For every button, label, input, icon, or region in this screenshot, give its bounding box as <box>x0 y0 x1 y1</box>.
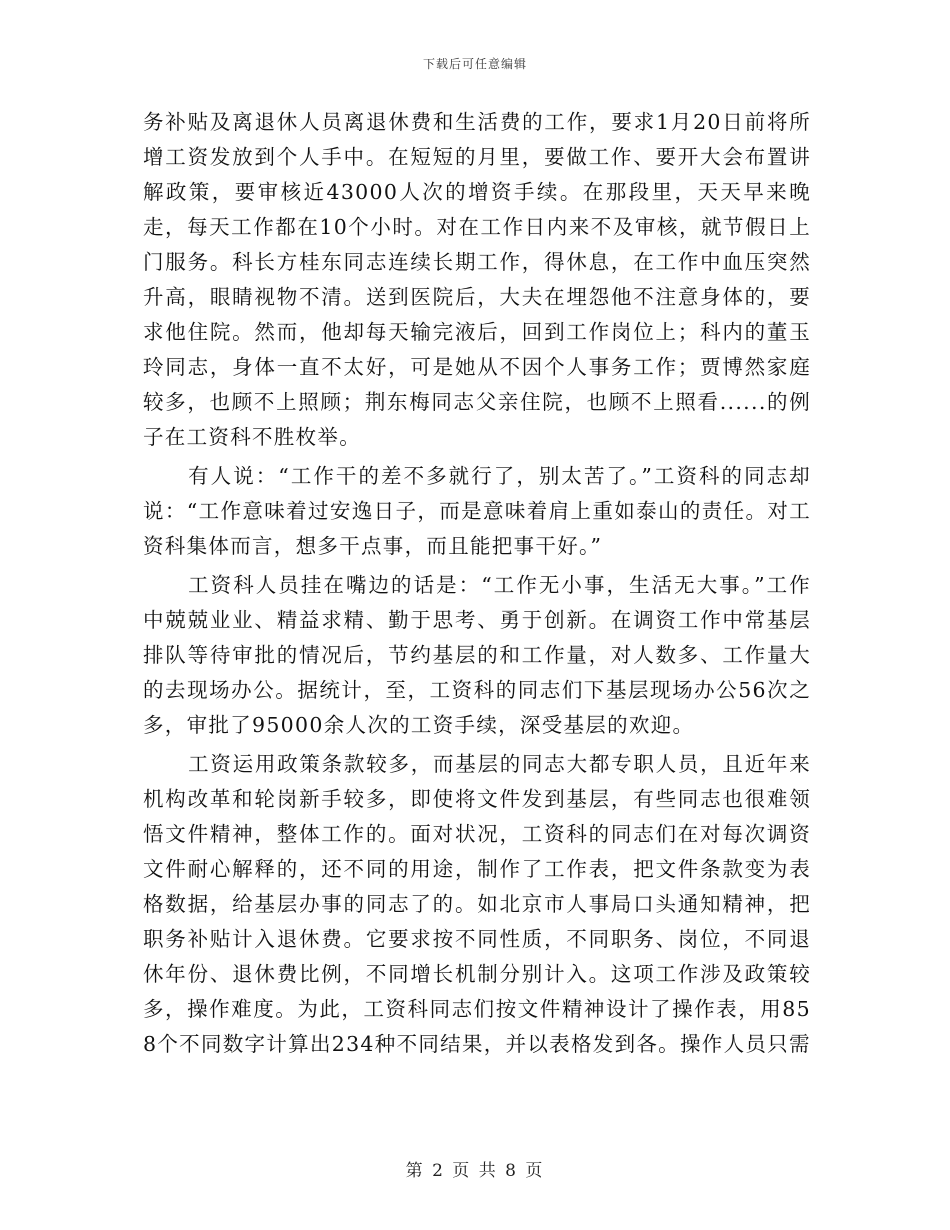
paragraph-quote: 有人说：“工作干的差不多就行了，别太苦了。”工资科的同志却说：“工作意味着过安逸日子，而是意味着肩上重如泰山的责任。对工资科集体而言，想多干点事，而且能把事干好。” <box>143 464 811 558</box>
paragraph-continued: 务补贴及离退休人员离退休费和生活费的工作，要求1月20日前将所增工资发放到个人手中。在短短的月里，要做工作、要开大会布置讲解政策，要审核近43000人次的增资手续。在那段里，天天早来晚走，每天工作都在10个小时。对在工作日内来不及审核，就节假日上门服务。科长方桂东同志连续长期工作，得休息，在工作中血压突然升高，眼睛视物不清。送到医院后，大夫在埋怨他不注意身体的，要求他住院。然而，他却每天输完液后，回到工作岗位上；科内的董玉玲同志，身体一直不太好，可是她从不因个人事务工作；贾博然家庭较多，也顾不上照顾；荆东梅同志父亲住院，也顾不上照看......的例子在工资科不胜枚举。 <box>143 110 811 449</box>
page-header: 下载后可任意编辑 <box>422 57 527 71</box>
paragraph-work-motto: 工资科人员挂在嘴边的话是：“工作无小事，生活无大事。”工作中兢兢业业、精益求精、勤于思考、勇于创新。在调资工作中常基层排队等待审批的情况后，节约基层的和工作量，对人数多、工作量大的去现场办公。据统计，至，工资科的同志们下基层现场办公56次之多，审批了95000余人次的工资手续，深受基层的欢迎。 <box>143 573 811 737</box>
document-body <box>143 105 811 1066</box>
paragraph-policy: 工资运用政策条款较多，而基层的同志大都专职人员，且近年来机构改革和轮岗新手较多，即使将文件发到基层，有些同志也很难领悟文件精神，整体工作的。面对状况，工资科的同志们在对每次调资文件耐心解释的，还不同的用途，制作了工作表，把文件条款变为表格数据，给基层办事的同志了的。如北京市人事局口头通知精神，把职务补贴计入退休费。它要求按不同性质，不同职务、岗位，不同退休年份、退休费比例，不同增长机制分别计入。这项工作涉及政策较多，操作难度。为此，工资科同志们按文件精神设计了操作表，用858个不同数字计算出234种不同结果，并以表格发到各。操作人员只需 <box>143 752 811 1056</box>
page-number: 第 2 页 共 8 页 <box>405 1161 545 1181</box>
